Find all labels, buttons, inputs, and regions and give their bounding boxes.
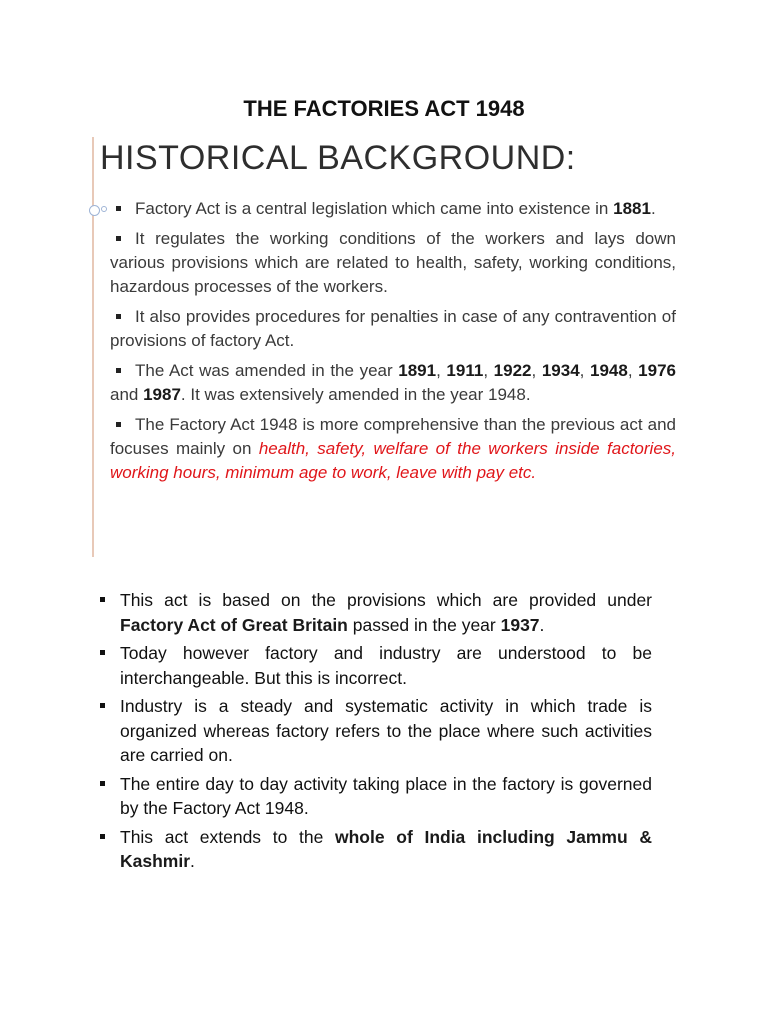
square-bullet-icon xyxy=(116,236,121,241)
square-bullet-icon xyxy=(116,422,121,427)
slide-heading: HISTORICAL BACKGROUND: xyxy=(100,139,576,177)
page-title: THE FACTORIES ACT 1948 xyxy=(243,96,525,121)
slide-bullet-list xyxy=(110,197,676,491)
square-bullet-icon xyxy=(100,703,105,708)
historical-background-slide xyxy=(92,137,694,557)
body-bullet-list xyxy=(100,588,652,878)
body-bullet-2: Today however factory and industry are understood to be interchangeable. But this is incorrect. xyxy=(100,641,652,690)
slide-bullet-5: The Factory Act 1948 is more comprehensive than the previous act and focuses mainly on health, safety, welfare of the workers inside factories, working hours, minimum age to work, leave with pay etc. xyxy=(110,415,676,482)
slide-small-circle-decoration-icon xyxy=(101,206,107,212)
slide-bullet-3: It also provides procedures for penalties in case of any contravention of provisions of factory Act. xyxy=(110,307,676,350)
body-bullet-1: This act is based on the provisions which are provided under Factory Act of Great Britain passed in the year 1937. xyxy=(100,588,652,637)
body-bullet-4: The entire day to day activity taking place in the factory is governed by the Factory Act 1948. xyxy=(100,772,652,821)
body-bullet-5: This act extends to the whole of India including Jammu & Kashmir. xyxy=(100,825,652,874)
square-bullet-icon xyxy=(100,781,105,786)
square-bullet-icon xyxy=(100,834,105,839)
square-bullet-icon xyxy=(100,597,105,602)
body-bullet-3: Industry is a steady and systematic activity in which trade is organized whereas factory refers to the place where such activities are carried on. xyxy=(100,694,652,768)
slide-bullet-4: The Act was amended in the year 1891, 1911, 1922, 1934, 1948, 1976 and 1987. It was extensively amended in the year 1948. xyxy=(110,361,676,404)
slide-bullet-1: Factory Act is a central legislation which came into existence in 1881. xyxy=(110,197,676,221)
square-bullet-icon xyxy=(116,206,121,211)
square-bullet-icon xyxy=(116,314,121,319)
slide-bullet-2: It regulates the working conditions of the workers and lays down various provisions which are related to health, safety, working conditions, hazardous processes of the workers. xyxy=(110,229,676,296)
slide-circle-decoration-icon xyxy=(89,205,100,216)
square-bullet-icon xyxy=(116,368,121,373)
square-bullet-icon xyxy=(100,650,105,655)
